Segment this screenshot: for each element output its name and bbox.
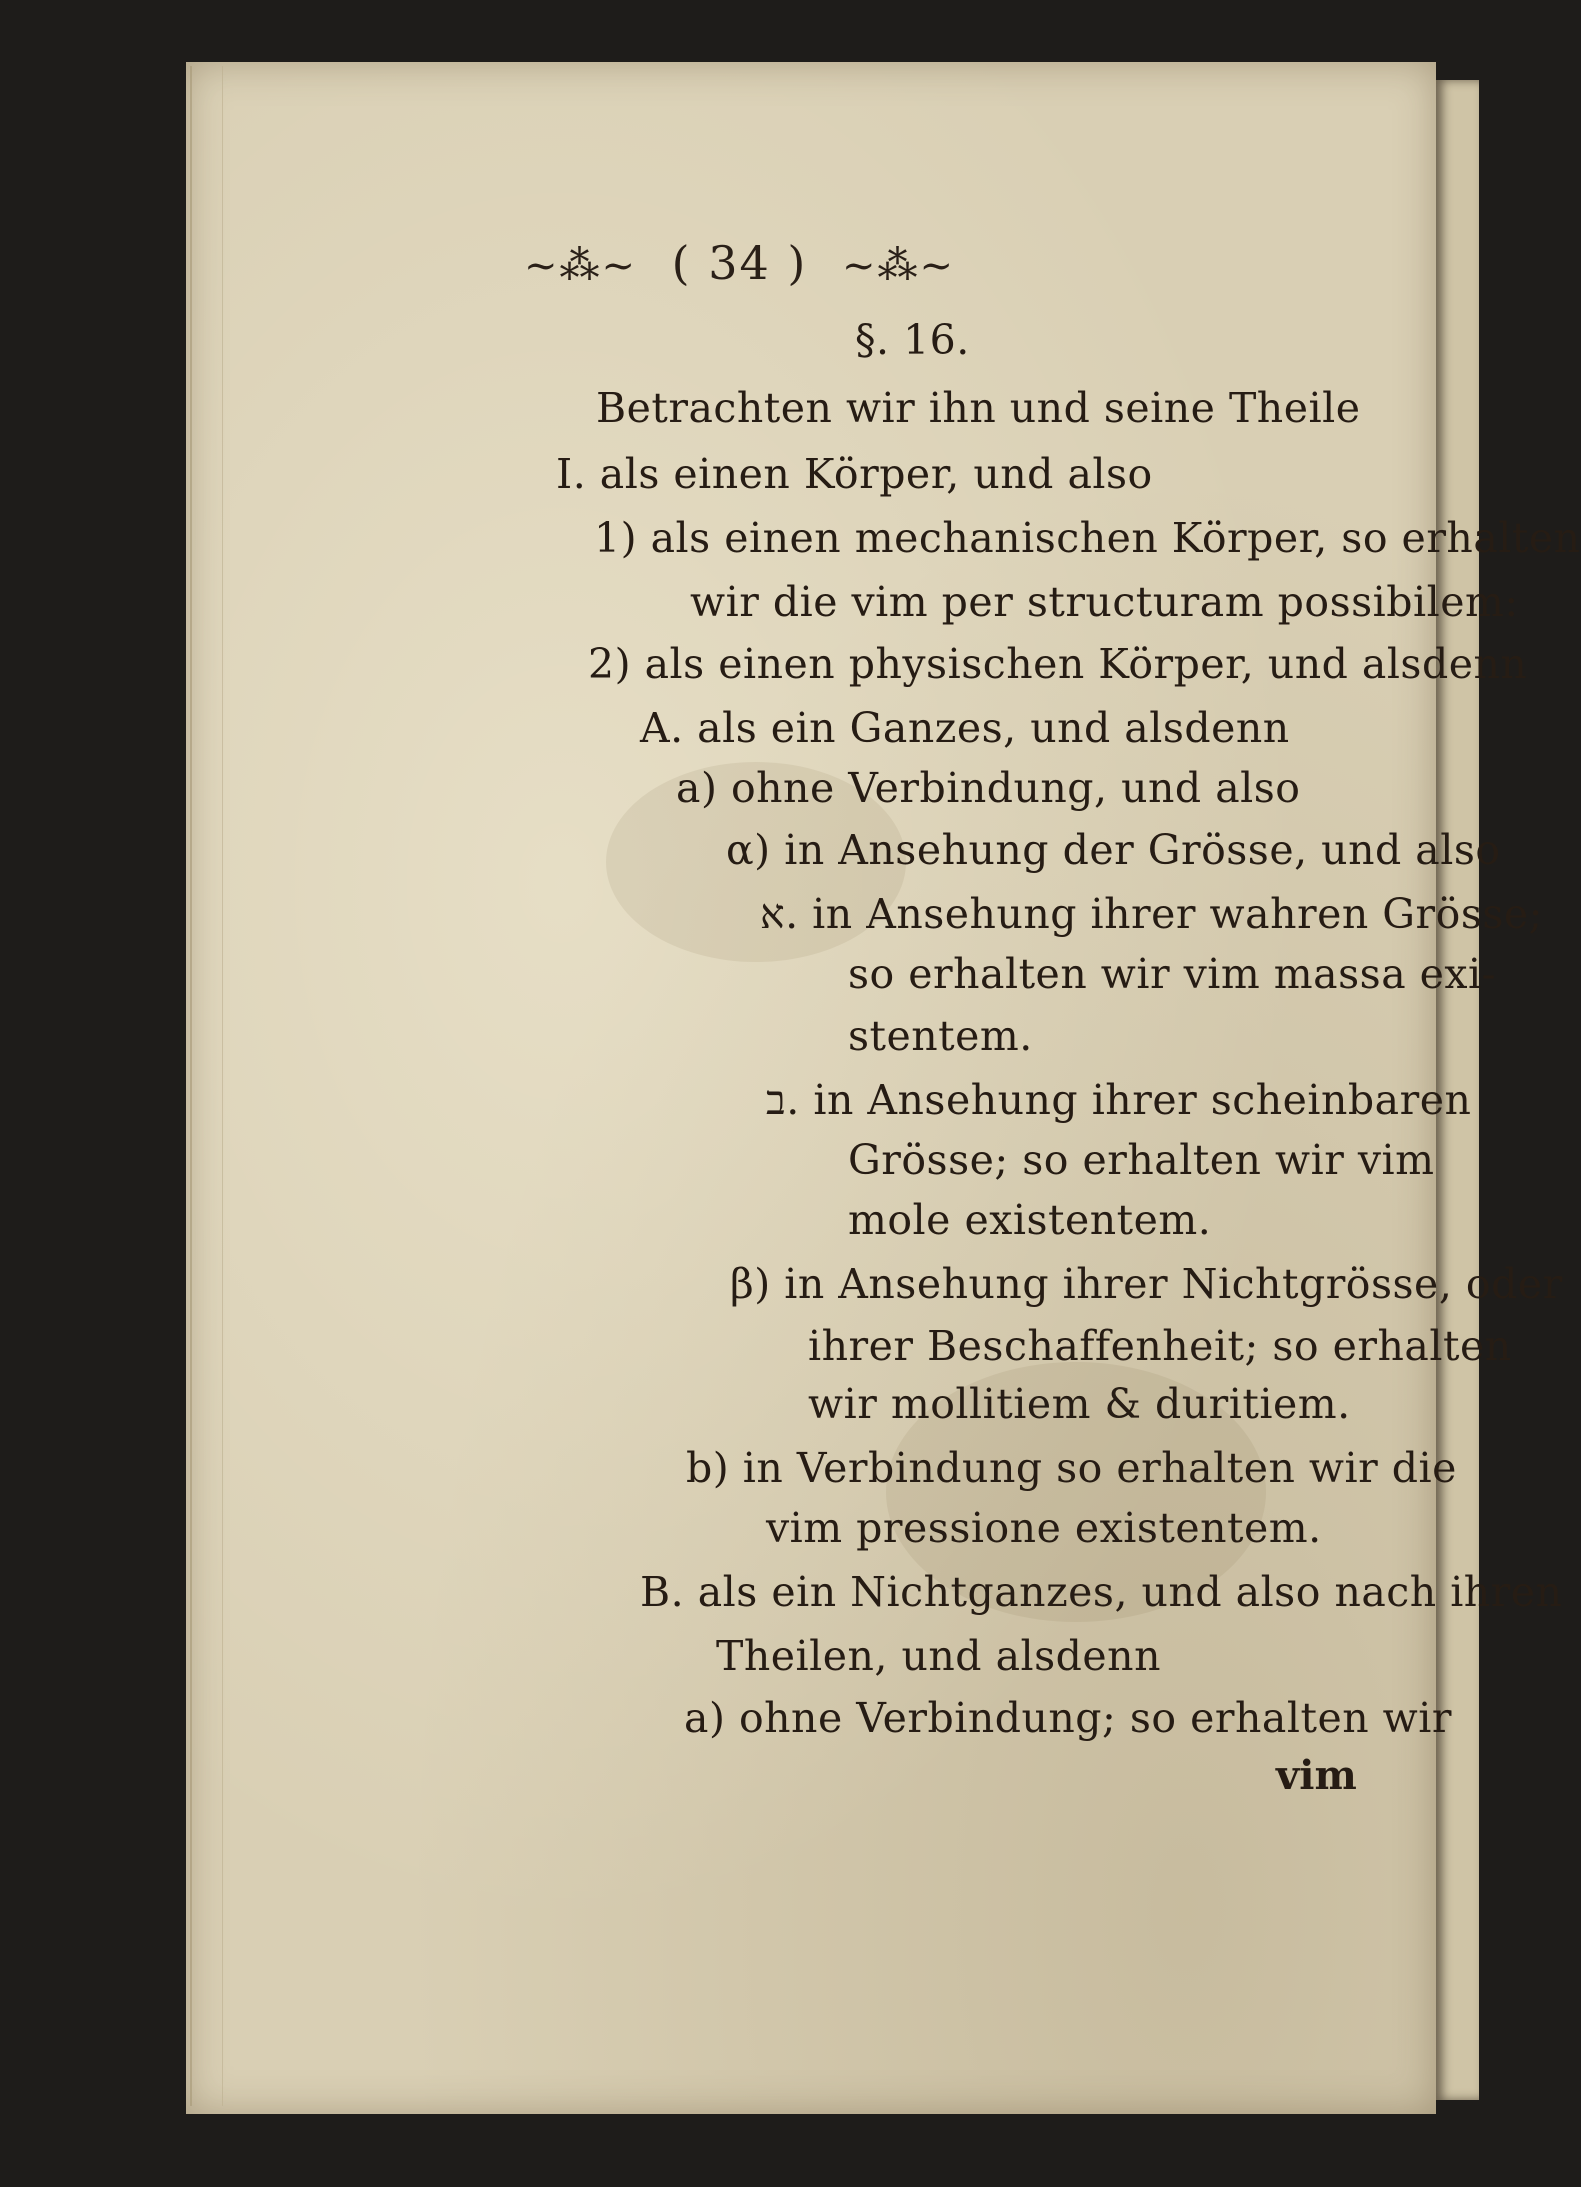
text-line: ihrer Beschaffenheit; so erhalten [808, 1322, 1512, 1370]
text-line: mole existentem. [848, 1196, 1212, 1244]
text-line: vim pressione existentem. [766, 1504, 1322, 1552]
text-line: wir die vim per structuram possibilem: [690, 578, 1519, 626]
text-line: α) in Ansehung der Grösse, und also [726, 826, 1501, 874]
text-line: A. als ein Ganzes, und alsdenn [640, 704, 1290, 752]
text-line: Theilen, und alsdenn [716, 1632, 1161, 1680]
ornament-left-icon: ~⁂~ [524, 243, 638, 289]
text-line: stentem. [848, 1012, 1033, 1060]
text-line: β) in Ansehung ihrer Nichtgrösse, oder [730, 1260, 1563, 1308]
page-number: ( 34 ) [671, 236, 808, 290]
text-line: 1) als einen mechanischen Körper, so erhalten [594, 514, 1581, 562]
text-line: א. in Ansehung ihrer wahren Grösse; [760, 890, 1543, 938]
page-edges [190, 66, 223, 2106]
text-line: a) ohne Verbindung; so erhalten wir [684, 1694, 1452, 1742]
ornament-right-icon: ~⁂~ [841, 243, 955, 289]
catchword: vim [1276, 1752, 1357, 1799]
text-line: 2) als einen physischen Körper, und alsdenn [588, 640, 1528, 688]
text-line: b) in Verbindung so erhalten wir die [686, 1444, 1457, 1492]
text-line: so erhalten wir vim massa exi- [848, 950, 1497, 998]
page-header [0, 236, 1479, 290]
text-line: a) ohne Verbindung, und also [676, 764, 1301, 812]
text-line: ב. in Ansehung ihrer scheinbaren [766, 1076, 1472, 1124]
text-line: Grösse; so erhalten wir vim [848, 1136, 1435, 1184]
text-line: Betrachten wir ihn und seine Theile [596, 384, 1361, 432]
text-line: B. als ein Nichtganzes, und also nach ihren [640, 1568, 1563, 1616]
text-line: I. als einen Körper, und also [556, 450, 1153, 498]
text-line: wir mollitiem & duritiem. [808, 1380, 1351, 1428]
section-heading: §. 16. [855, 316, 970, 364]
